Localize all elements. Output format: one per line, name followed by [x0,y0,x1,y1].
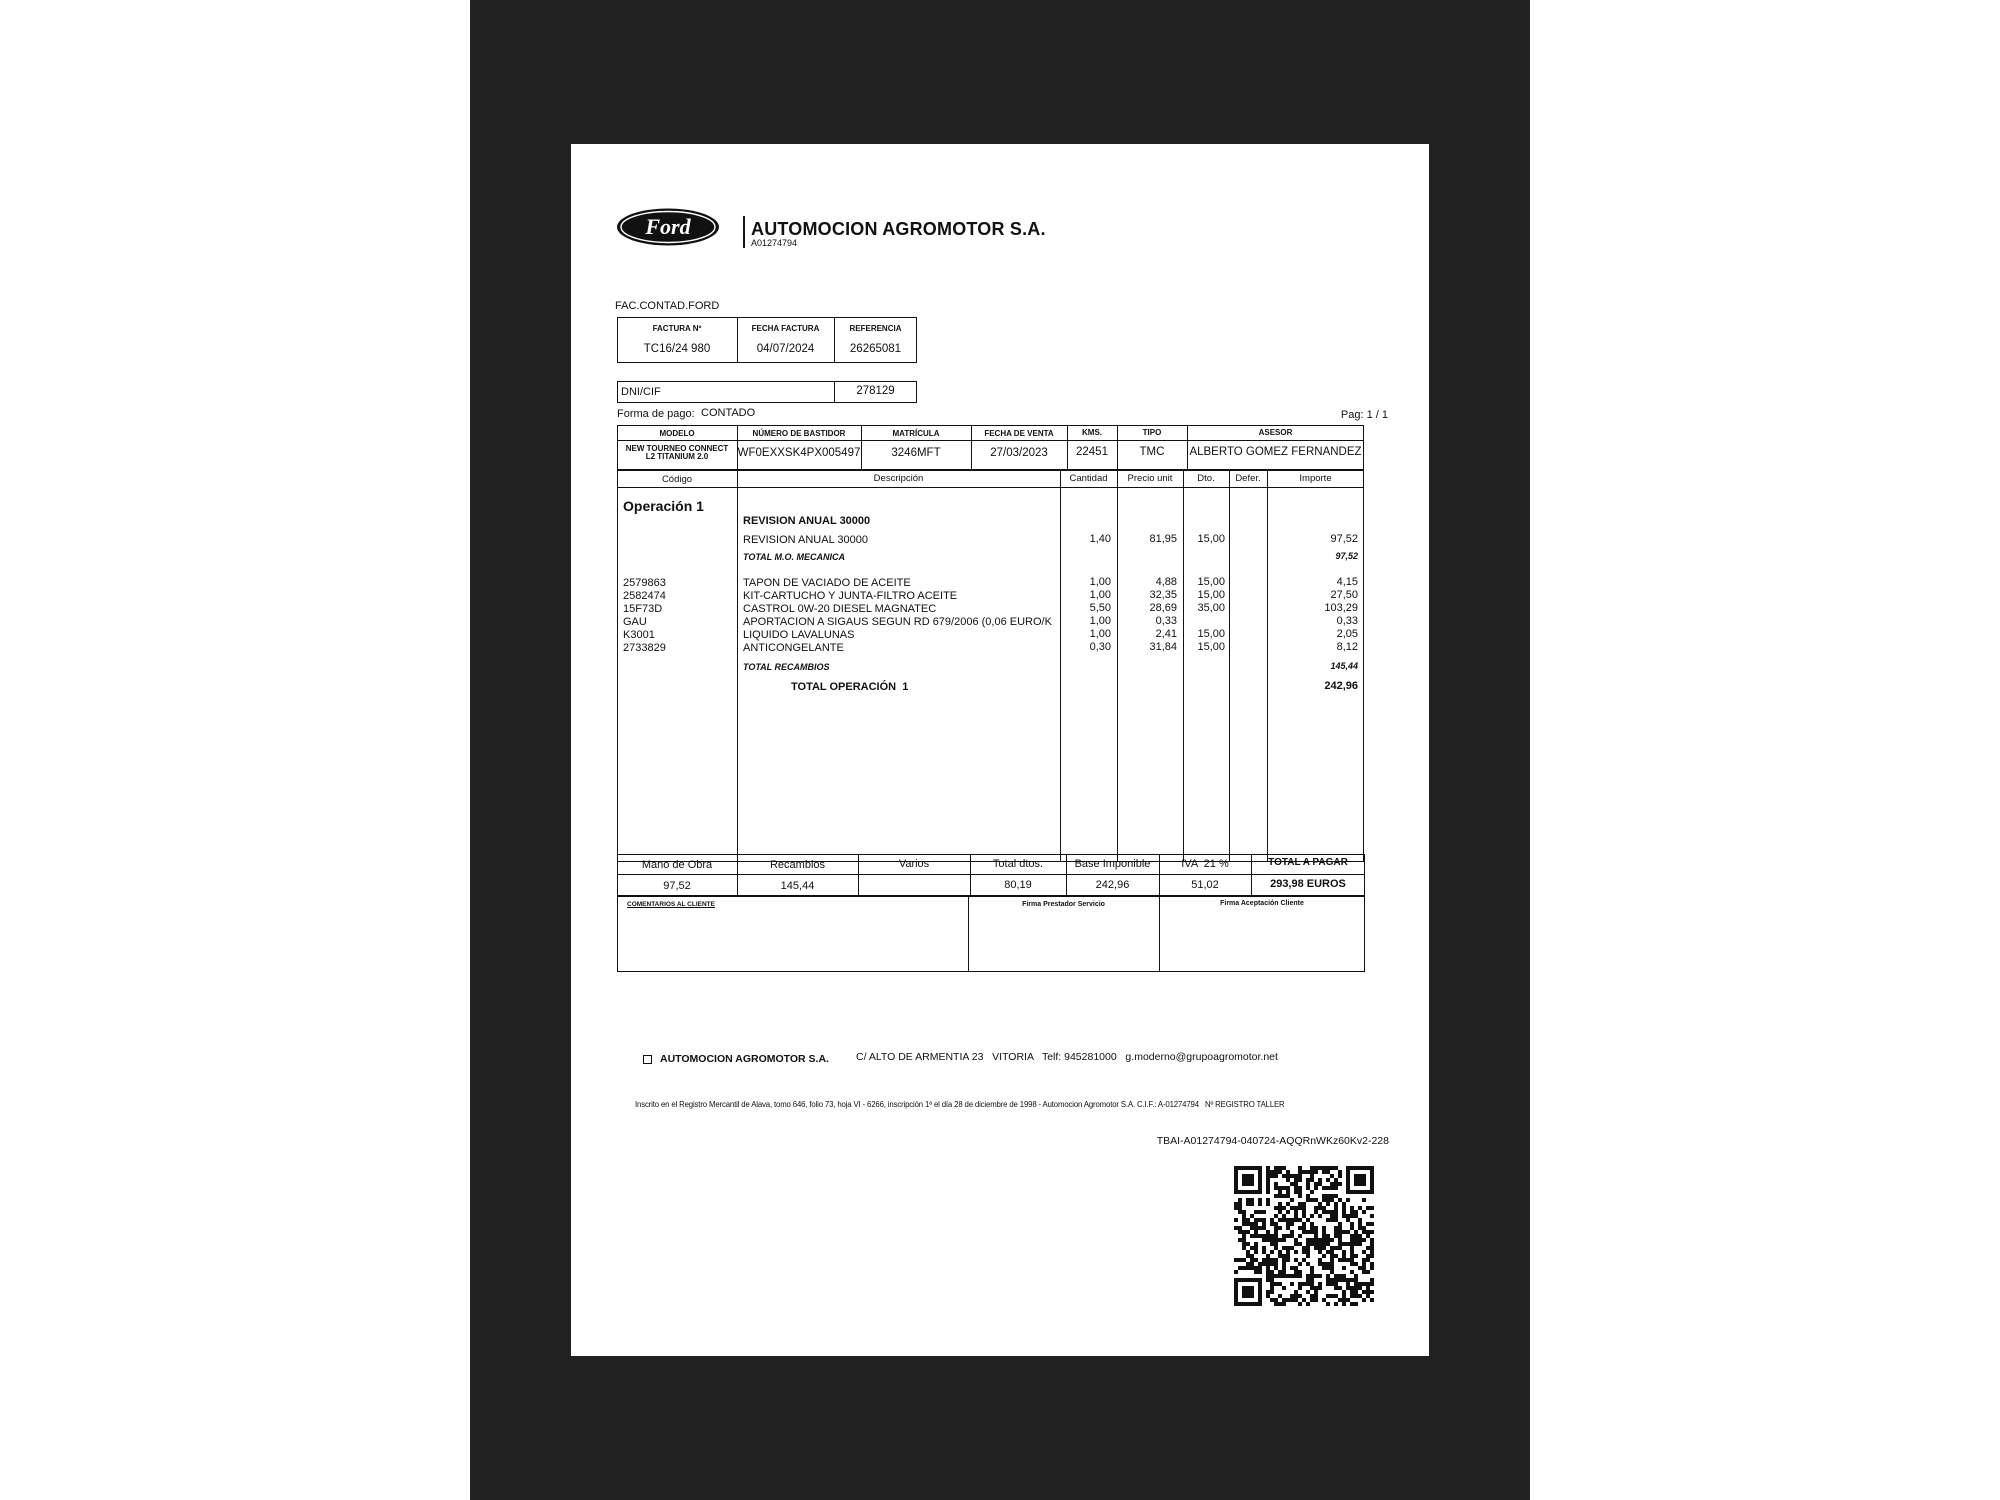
labour-unit-price: 81,95 [1149,533,1177,545]
lines-header-unit-price: Precio unit [1127,473,1173,484]
client-signature-label: Firma Aceptación Cliente [1220,900,1304,907]
totals-header-total: TOTAL A PAGAR [1268,857,1348,868]
part-description: ANTICONGELANTE [743,642,844,654]
labour-amount: 97,52 [1330,533,1358,545]
labour-total-label: TOTAL M.O. MECANICA [743,552,845,562]
parts-total: 145,44 [1330,661,1358,671]
lines-header-quantity: Cantidad [1069,473,1108,484]
vehicle-type: TMC [1139,446,1165,458]
part-quantity: 1,00 [1089,628,1111,640]
totals-header-labour: Mano de Obra [641,859,713,871]
footer-registry: Inscrito en el Registro Mercantil de Alava, tomo 646, folio 73, hoja VI - 6266, inscripción 1ª el día 28 de diciembre de 1998 - Automocion Agromotor S.A. C.I.F.: A-01274794 Nº REGISTRO TALLER [635,1100,1285,1109]
operation-total: 242,96 [1324,680,1358,692]
company-name: AUTOMOCION AGROMOTOR S.A. [751,219,1046,239]
part-description: APORTACIÓN A SIGAUS SEGÚN RD 679/2006 (0,06 EURO/K [743,617,1052,628]
ford-logo [615,207,721,247]
part-amount: 27,50 [1330,589,1358,601]
part-unit-price: 2,41 [1155,628,1177,640]
invoice-number: TC16/24 980 [643,343,711,355]
lines-header-code: Código [661,474,693,485]
totals-header-parts: Recambios [769,859,826,871]
part-quantity: 1,00 [1089,589,1111,601]
part-discount: 15,00 [1197,576,1225,588]
vehicle-advisor: ALBERTO GOMEZ FERNANDEZ [1189,446,1362,458]
invoice-number-header: FACTURA Nº [652,324,702,333]
part-code: 2582474 [623,590,666,602]
part-code: K3001 [623,629,655,641]
invoice-page [571,144,1429,1356]
ford-logo-text: Ford [645,214,691,239]
document-type: FAC.CONTAD.FORD [615,300,720,312]
checkbox-icon [643,1055,652,1064]
operation-title: Operación 1 [623,498,704,514]
footer-address: C/ ALTO DE ARMENTIA 23 VITORIA Telf: 945281000 g.moderno@grupoagromotor.net [856,1051,1278,1063]
vehicle-vin: WF0EXXSK4PX005497 [737,447,861,459]
tbai-code: TBAI-A01274794-040724-AQQRnWKz60Kv2-228 [1156,1135,1389,1147]
totals-parts: 145,44 [780,880,815,892]
part-unit-price: 31,84 [1149,641,1177,653]
reference: 26265081 [849,343,902,355]
totals-grand-total: 293,98 EUROS [1270,878,1346,890]
part-description: TAPON DE VACIADO DE ACEITE [743,577,911,589]
part-discount: 15,00 [1197,589,1225,601]
vehicle-kms: 22451 [1076,446,1108,458]
vehicle-header-vin: NÚMERO DE BASTIDOR [752,429,846,438]
dni-label: DNI/CIF [621,386,661,398]
totals-header-vat: IVA 21 % [1181,858,1229,870]
part-amount: 103,29 [1324,602,1358,614]
totals-header-misc: Varios [898,858,930,870]
qr-code-icon [1234,1166,1374,1306]
part-quantity: 5,50 [1089,602,1111,614]
part-unit-price: 4,88 [1155,576,1177,588]
vehicle-header-model: MODELO [659,429,695,438]
vehicle-sale-date: 27/03/2023 [990,447,1048,459]
part-quantity: 1,00 [1089,615,1111,627]
part-description: CASTROL 0W-20 DIESEL MAGNATEC [743,603,937,615]
lines-header-amount: Importe [1299,473,1332,484]
part-amount: 4,15 [1336,576,1358,588]
part-quantity: 0,30 [1089,641,1111,653]
lines-header-description: Descripción [873,473,924,484]
operation-section-title: REVISION ANUAL 30000 [743,515,871,527]
company-cif: A01274794 [751,238,798,248]
lines-table [617,470,1364,862]
qr-modules [1234,1166,1374,1306]
footer-company: AUTOMOCION AGROMOTOR S.A. [660,1053,829,1065]
part-code: GAU [623,616,647,628]
part-discount: 15,00 [1197,641,1225,653]
totals-base: 242,96 [1095,879,1130,891]
part-unit-price: 32,35 [1149,589,1177,601]
provider-signature-label: Firma Prestador Servicio [1022,901,1105,908]
part-discount: 15,00 [1197,628,1225,640]
vehicle-header-kms: KMS. [1082,428,1102,437]
vehicle-header-type: TIPO [1142,428,1162,437]
part-description: KIT-CARTUCHO Y JUNTA-FILTRO ACEITE [743,590,958,602]
totals-vat: 51,02 [1191,879,1219,891]
part-amount: 0,33 [1336,615,1358,627]
labour-total: 97,52 [1335,551,1358,561]
part-code: 2733829 [623,642,666,654]
totals-header-base: Base Imponible [1074,858,1151,870]
part-amount: 8,12 [1336,641,1358,653]
labour-description: REVISION ANUAL 30000 [743,534,868,546]
totals-discounts: 80,19 [1004,879,1032,891]
vehicle-header-advisor: ASESOR [1258,428,1293,437]
vehicle-header-sale-date: FECHA DE VENTA [984,429,1054,438]
dni-value: 278129 [856,385,895,397]
part-description: LIQUIDO LAVALUNAS [743,629,855,641]
labour-discount: 15,00 [1197,533,1225,545]
vehicle-header-plate: MATRÍCULA [892,429,940,438]
vehicle-model-line2: L2 TITANIUM 2.0 [645,452,709,461]
parts-total-label: TOTAL RECAMBIOS [743,662,830,672]
part-discount: 35,00 [1197,602,1225,614]
reference-header: REFERENCIA [849,324,902,333]
vehicle-plate: 3246MFT [891,447,941,459]
lines-header-deferred: Defer. [1235,473,1261,484]
vehicle-model-line1: NEW TOURNEO CONNECT [625,444,729,453]
invoice-date-header: FECHA FACTURA [751,324,820,333]
part-amount: 2,05 [1336,628,1358,640]
part-code: 2579863 [623,577,666,589]
invoice-date: 04/07/2024 [756,343,815,355]
lines-header-discount: Dto. [1197,473,1215,484]
operation-total-label: TOTAL OPERACIÓN 1 [791,681,909,693]
comments-label: COMENTARIOS AL CLIENTE [627,901,715,908]
part-quantity: 1,00 [1089,576,1111,588]
part-unit-price: 28,69 [1149,602,1177,614]
payment-value: CONTADO [701,407,756,419]
payment-label: Forma de pago: [617,408,695,420]
labour-quantity: 1,40 [1089,533,1111,545]
totals-header-discounts: Total dtos. [992,858,1044,870]
part-code: 15F73D [623,603,663,615]
part-unit-price: 0,33 [1155,615,1177,627]
page-number: Pag: 1 / 1 [1340,409,1388,421]
logo-divider [743,216,745,248]
totals-labour: 97,52 [663,880,691,892]
